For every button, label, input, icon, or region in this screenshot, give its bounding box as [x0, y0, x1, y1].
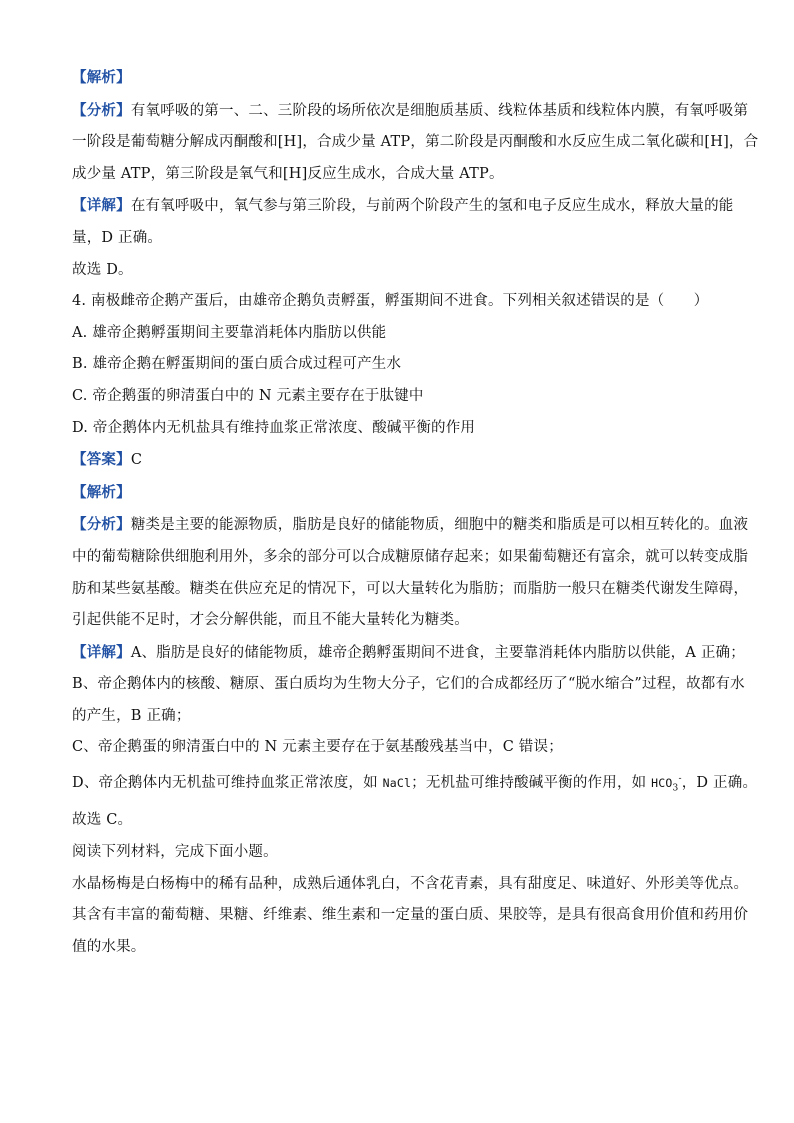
jiexi-tag: 【解析】: [72, 69, 131, 86]
xiangjie-text: 在有氧呼吸中，氧气参与第三阶段，与前两个阶段产生的氢和电子反应生成水，释放大量的能: [130, 198, 734, 215]
reading-intro: 阅读下列材料，完成下面小题。: [72, 843, 278, 860]
conclusion-2: 故选 C。: [72, 812, 133, 829]
option-a: A. 雄帝企鹅孵蛋期间主要靠消耗体内脂肪以供能: [72, 324, 387, 341]
xiangjie-text: A、脂肪是良好的储能物质，雄帝企鹅孵蛋期间不进食，主要靠消耗体内脂肪以供能，A 正确；: [130, 644, 745, 661]
nacl-formula: NaCl: [382, 775, 412, 790]
bicarbonate-subscript: 3: [672, 783, 679, 794]
line-d-text: D、帝企鹅体内无机盐可维持血浆正常浓度，如: [72, 774, 383, 791]
xiangjie-tag: 【详解】: [72, 197, 131, 215]
fenxi-paragraph-1: [72, 95, 749, 128]
conclusion-1: 故选 D。: [72, 261, 133, 278]
xiangjie-line-c: C、帝企鹅蛋的卵清蛋白中的 N 元素主要存在于氨基酸残基当中，C 错误；: [72, 739, 563, 756]
xiangjie-line-b: B、帝企鹅体内的核酸、糖原、蛋白质均为生物大分子，它们的合成都经历了“脱水缩合”过程，故都有水: [72, 676, 745, 693]
jiexi-tag: 【解析】: [72, 483, 131, 501]
reading-paragraph-line: 值的水果。: [72, 938, 146, 955]
option-c: C. 帝企鹅蛋的卵清蛋白中的 N 元素主要存在于肽键中: [72, 387, 424, 404]
fenxi-line: 成少量 ATP，第三阶段是氧气和[H]反应生成水，合成大量 ATP。: [72, 165, 504, 182]
daan-tag: 【答案】: [72, 451, 131, 469]
fenxi-line: 一阶段是葡萄糖分解成丙酮酸和[H]，合成少量 ATP，第二阶段是丙酮酸和水反应生成二氧化碳和[H]，合: [72, 134, 759, 151]
reading-paragraph-line: 水晶杨梅是白杨梅中的稀有品种，成熟后通体乳白，不含花青素，具有甜度足、味道好、外形美等优点。: [72, 875, 749, 892]
fenxi-tag: 【分析】: [72, 101, 131, 119]
option-b: B. 雄帝企鹅在孵蛋期间的蛋白质合成过程可产生水: [72, 356, 402, 373]
question-4-stem: 4. 南极雌帝企鹅产蛋后，由雄帝企鹅负责孵蛋，孵蛋期间不进食。下列相关叙述错误的是（ ）: [72, 293, 709, 310]
fenxi-line: 中的葡萄糖除供细胞利用外，多余的部分可以合成糖原储存起来；如果葡萄糖还有富余，就可以转变成脂: [72, 548, 749, 565]
analysis-heading: [72, 477, 732, 510]
xiangjie-paragraph-2: [72, 637, 745, 670]
line-d-text: ，D 正确。: [681, 774, 758, 791]
option-d: D. 帝企鹅体内无机盐具有维持血浆正常浓度、酸碱平衡的作用: [72, 419, 476, 436]
line-d-text: ；无机盐可维持酸碱平衡的作用，如: [411, 774, 652, 791]
fenxi-tag: 【分析】: [72, 516, 131, 534]
xiangjie-line-d: [72, 764, 758, 805]
answer-value: C: [130, 452, 143, 469]
fenxi-text: 有氧呼吸的第一、二、三阶段的场所依次是细胞质基质、线粒体基质和线粒体内膜，有氧呼吸第: [130, 102, 749, 119]
bicarbonate-formula: HCO: [651, 775, 673, 790]
answer-line: [72, 444, 732, 477]
xiangjie-line-b-cont: 的产生，B 正确；: [72, 707, 191, 724]
fenxi-line: 引起供能不足时，才会分解供能，而且不能大量转化为糖类。: [72, 612, 469, 629]
document-page: [72, 62, 759, 963]
fenxi-text: 糖类是主要的能源物质，脂肪是良好的储能物质，细胞中的糖类和脂质是可以相互转化的。血液: [130, 517, 749, 534]
reading-paragraph-line: 其含有丰富的葡萄糖、果糖、纤维素、维生素和一定量的蛋白质、果胶等，是具有很高食用价值和药用价: [72, 907, 749, 924]
fenxi-paragraph-2: [72, 509, 749, 542]
xiangjie-paragraph-1: [72, 190, 732, 223]
analysis-heading: [72, 62, 732, 95]
xiangjie-tag: 【详解】: [72, 643, 131, 661]
xiangjie-line: 量，D 正确。: [72, 229, 163, 246]
bicarbonate-charge: -: [678, 774, 682, 785]
fenxi-line: 肪和某些氨基酸。糖类在供应充足的情况下，可以大量转化为脂肪；而脂肪一般只在糖类代谢发生障碍，: [72, 580, 749, 597]
